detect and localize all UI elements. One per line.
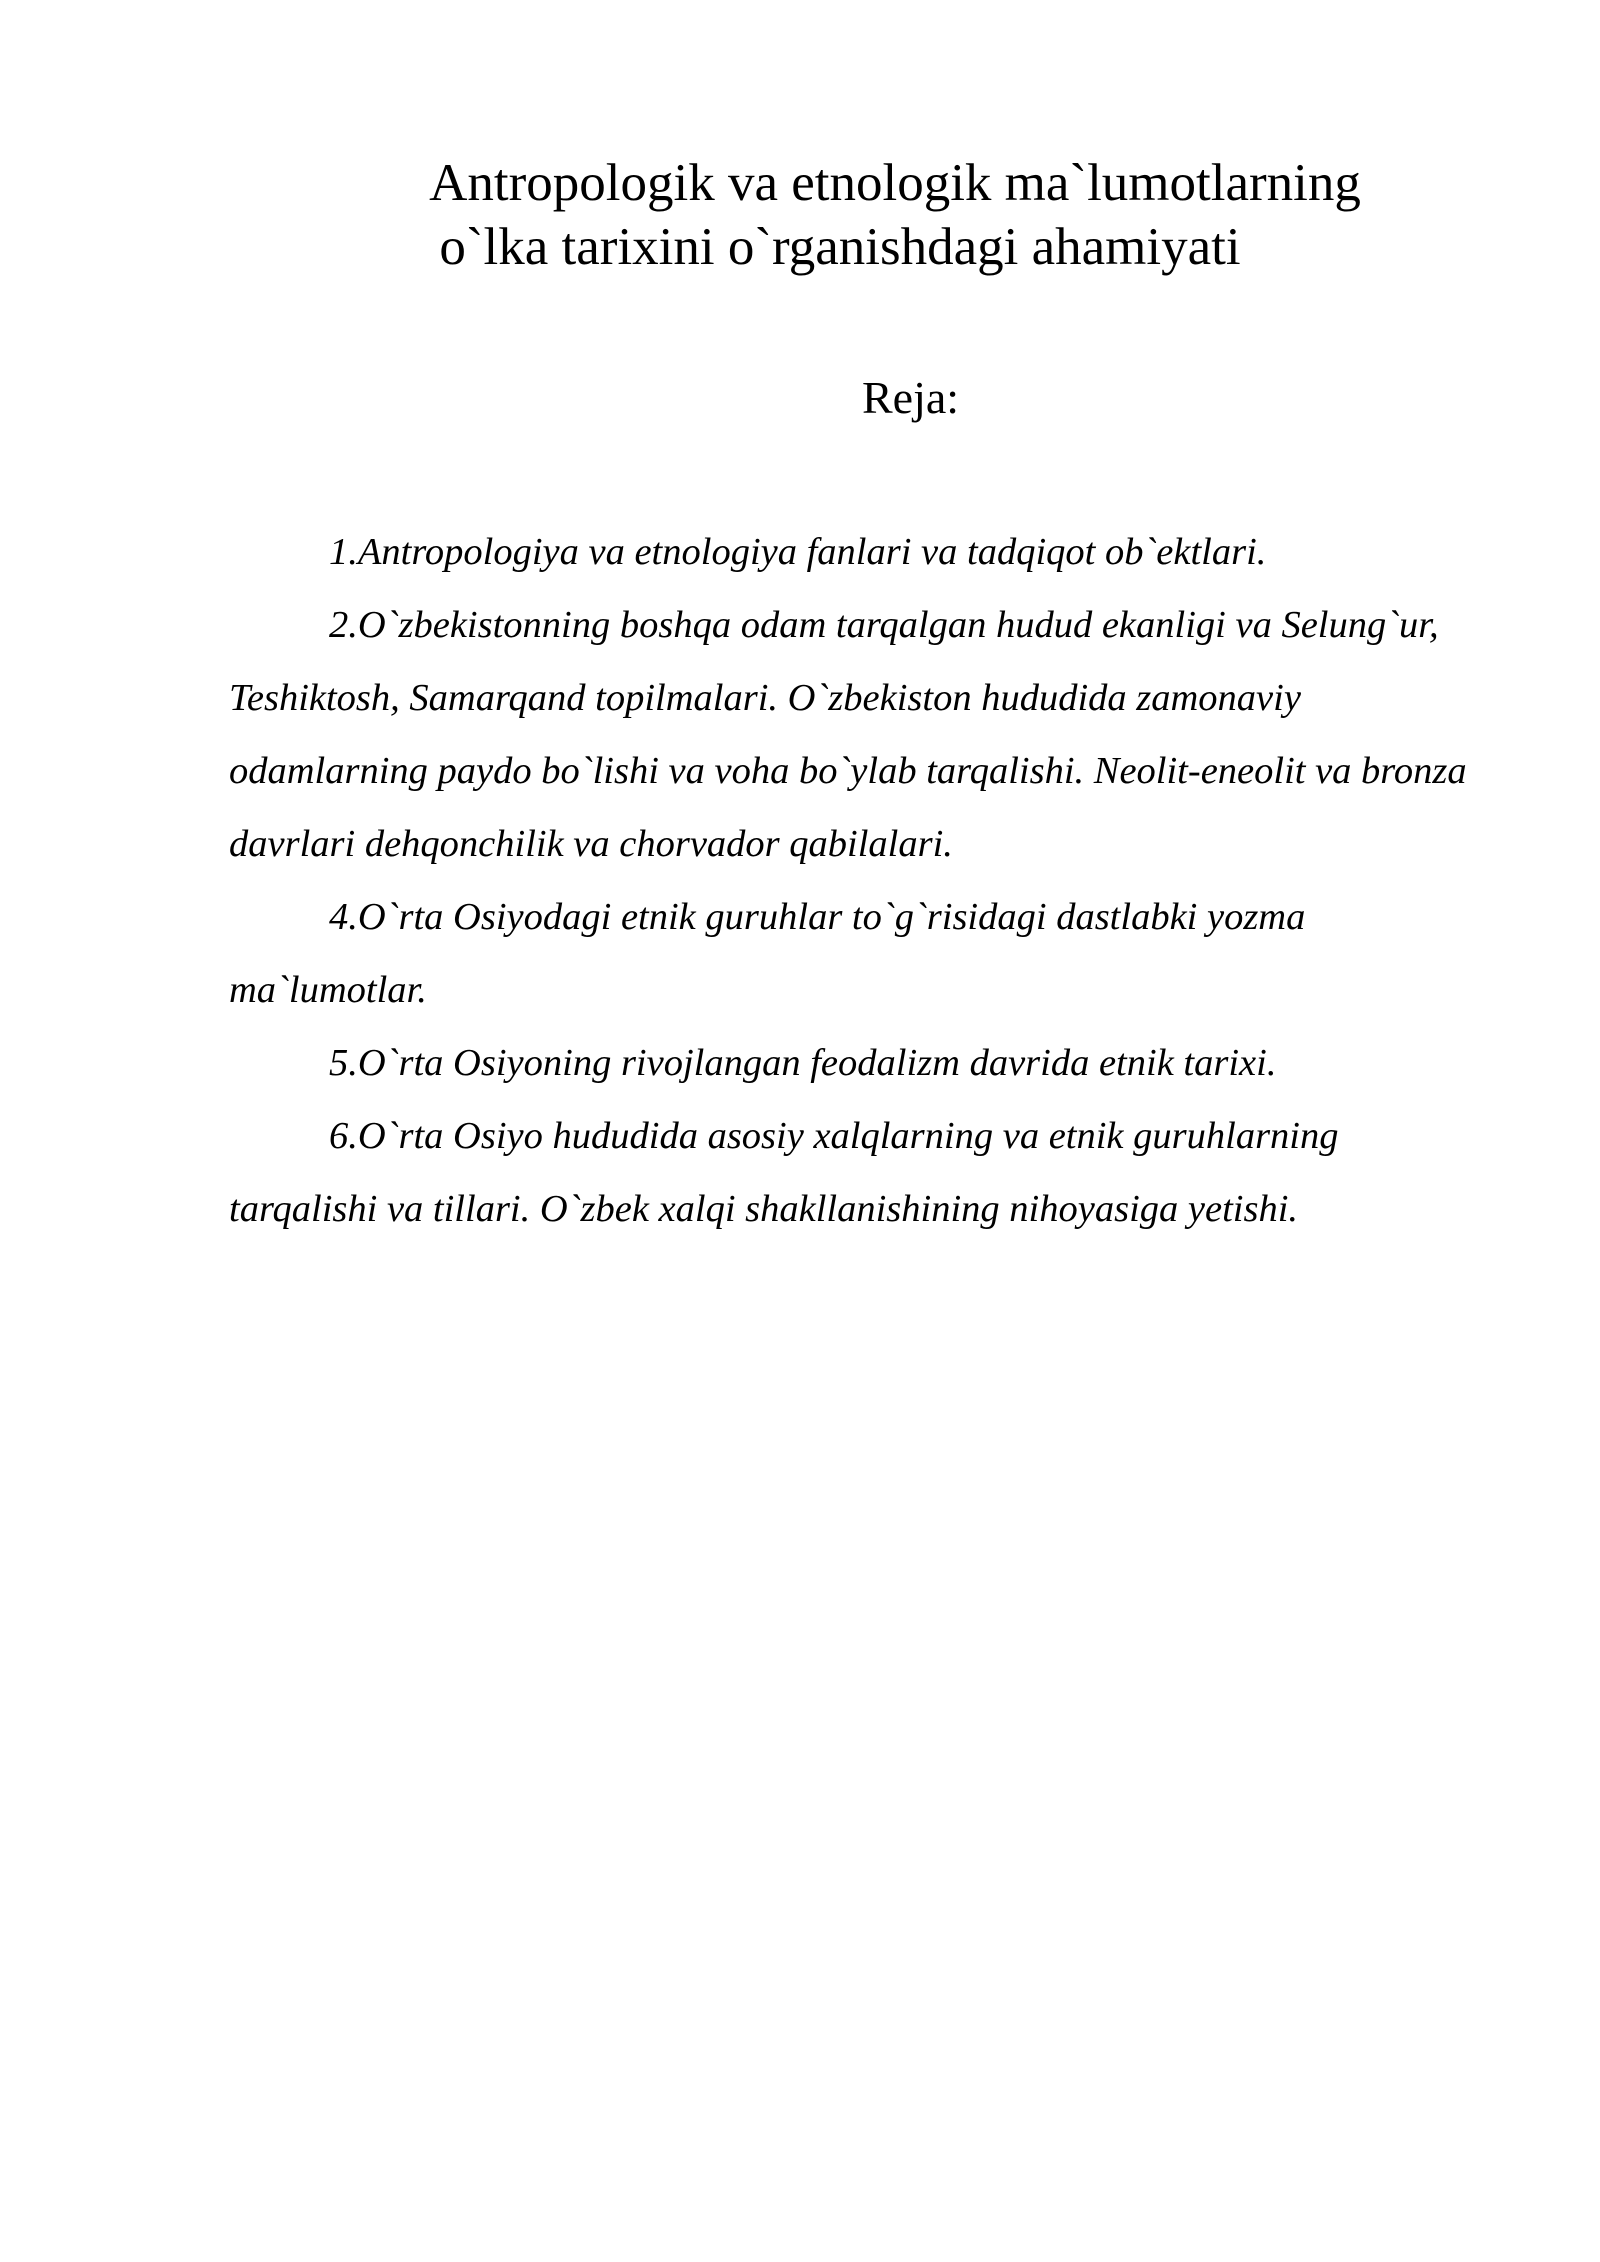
plan-list [229,516,1479,1246]
plan-item-1: 1.Antropologiya va etnologiya fanlari va tadqiqot ob`ektlari. [329,531,1267,573]
plan-item-2: 2.O`zbekistonning boshqa odam tarqalgan hudud ekanligi va Selung`ur, Teshiktosh, Samarqand topilmalari. O`zbekiston hududida zamonaviy odamlarning paydo bo`lishi va voha bo`ylab tarqalishi. Neolit-eneolit va bronza davrlari dehqonchilik va chorvador qabilalari. [229,604,1467,865]
plan-heading: Reja: [862,372,960,423]
title-line-2: o`lka tarixini o`rganishdagi ahamiyati [439,217,1241,276]
plan-item-6: 6.O`rta Osiyo hududida asosiy xalqlarning va etnik guruhlarning tarqalishi va tillari. O`zbek xalqi shakllanishining nihoyasiga yetishi. [229,1115,1339,1230]
plan-item-5: 5.O`rta Osiyoning rivojlangan feodalizm davrida etnik tarixi. [329,1042,1277,1084]
document-title [330,152,1460,279]
plan-item-4: 4.O`rta Osiyodagi etnik guruhlar to`g`risidagi dastlabki yozma ma`lumotlar. [229,896,1306,1011]
title-line-1: Antropologik va etnologik ma`lumotlarning [429,154,1361,212]
